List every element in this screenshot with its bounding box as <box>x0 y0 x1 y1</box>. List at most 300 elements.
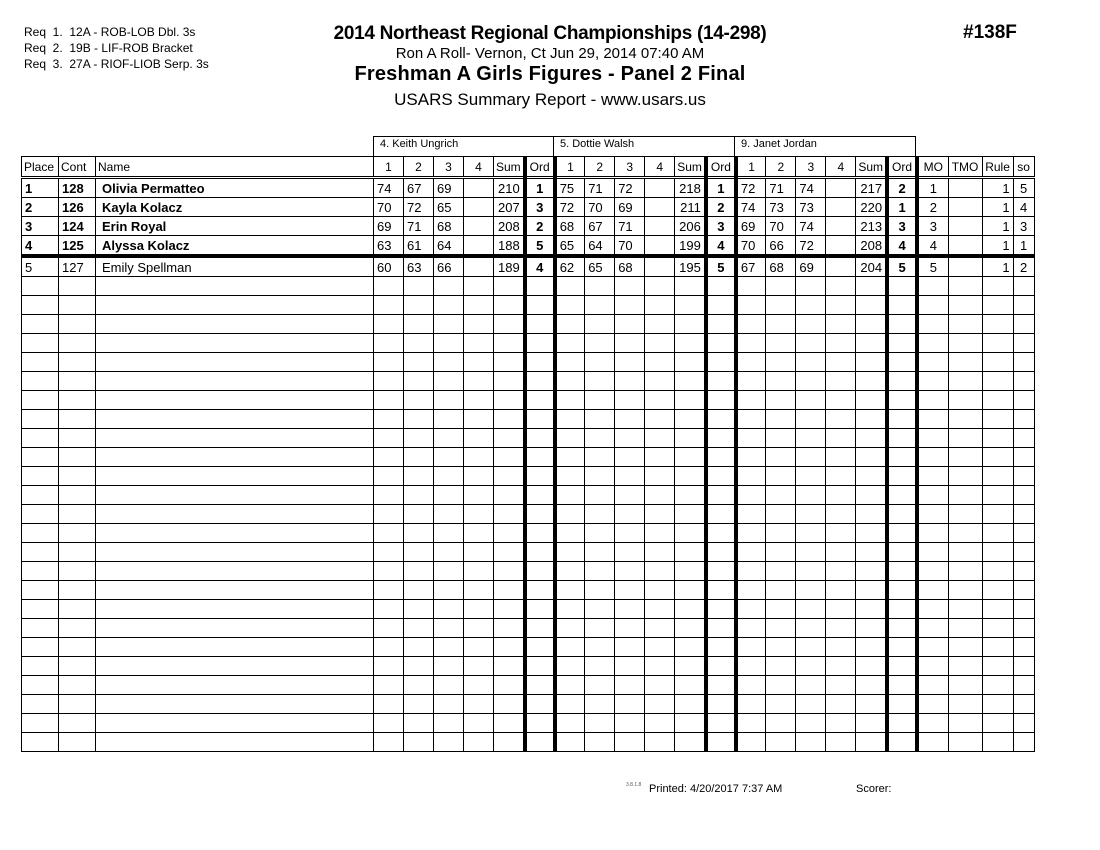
empty-cell <box>374 600 404 619</box>
score-cell: 61 <box>404 236 434 257</box>
empty-cell <box>948 486 982 505</box>
empty-cell <box>1013 657 1034 676</box>
score-cell: 64 <box>434 236 464 257</box>
empty-cell <box>887 391 917 410</box>
empty-cell <box>494 429 525 448</box>
empty-cell <box>615 581 645 600</box>
empty-cell <box>464 448 494 467</box>
empty-cell <box>736 505 766 524</box>
score-cell: 60 <box>374 256 404 277</box>
empty-cell <box>796 372 826 391</box>
empty-cell <box>59 657 96 676</box>
empty-cell <box>59 505 96 524</box>
empty-cell <box>22 334 59 353</box>
empty-cell <box>464 486 494 505</box>
empty-cell <box>464 372 494 391</box>
empty-cell <box>22 676 59 695</box>
empty-cell <box>766 429 796 448</box>
place-cell: 5 <box>22 256 59 277</box>
empty-cell <box>706 638 736 657</box>
empty-cell <box>59 638 96 657</box>
empty-cell <box>1013 315 1034 334</box>
sum-cell: 218 <box>675 178 706 198</box>
empty-cell <box>766 448 796 467</box>
empty-cell <box>59 334 96 353</box>
empty-cell <box>404 714 434 733</box>
empty-cell <box>826 505 856 524</box>
score-cell <box>464 198 494 217</box>
score-cell: 69 <box>434 178 464 198</box>
empty-cell <box>615 391 645 410</box>
empty-row <box>22 676 1035 695</box>
empty-row <box>22 619 1035 638</box>
empty-cell <box>917 581 948 600</box>
empty-row <box>22 334 1035 353</box>
empty-cell <box>434 733 464 752</box>
empty-cell <box>1013 467 1034 486</box>
tmo-cell <box>948 256 982 277</box>
empty-cell <box>982 277 1013 296</box>
empty-cell <box>917 448 948 467</box>
sum-cell: 220 <box>856 198 887 217</box>
empty-cell <box>856 676 887 695</box>
empty-cell <box>59 676 96 695</box>
empty-cell <box>464 505 494 524</box>
score-cell: 70 <box>585 198 615 217</box>
empty-cell <box>706 467 736 486</box>
empty-cell <box>917 296 948 315</box>
empty-cell <box>796 505 826 524</box>
empty-cell <box>555 296 585 315</box>
event-title: Freshman A Girls Figures - Panel 2 Final <box>354 63 746 85</box>
empty-cell <box>706 391 736 410</box>
empty-cell <box>525 467 555 486</box>
col-j2-f4: 4 <box>645 157 675 178</box>
score-cell <box>826 236 856 257</box>
empty-cell <box>22 296 59 315</box>
empty-row <box>22 486 1035 505</box>
empty-cell <box>374 296 404 315</box>
empty-cell <box>887 695 917 714</box>
ordinal-cell: 4 <box>887 236 917 257</box>
empty-cell <box>826 676 856 695</box>
empty-cell <box>585 486 615 505</box>
empty-cell <box>585 410 615 429</box>
empty-cell <box>22 562 59 581</box>
empty-cell <box>464 657 494 676</box>
empty-cell <box>982 714 1013 733</box>
score-cell: 63 <box>404 256 434 277</box>
empty-cell <box>585 600 615 619</box>
col-so: so <box>1013 157 1034 178</box>
empty-cell <box>856 277 887 296</box>
empty-cell <box>796 429 826 448</box>
score-cell: 74 <box>796 217 826 236</box>
empty-cell <box>404 524 434 543</box>
empty-cell <box>826 334 856 353</box>
venue-date: Ron A Roll- Vernon, Ct Jun 29, 2014 07:40 AM <box>395 45 705 62</box>
sum-cell: 217 <box>856 178 887 198</box>
score-cell <box>826 198 856 217</box>
judge-name: 5. Dottie Walsh <box>560 138 635 150</box>
empty-cell <box>766 486 796 505</box>
empty-cell <box>434 714 464 733</box>
empty-cell <box>736 638 766 657</box>
empty-cell <box>555 353 585 372</box>
empty-cell <box>615 714 645 733</box>
empty-cell <box>887 638 917 657</box>
empty-cell <box>856 334 887 353</box>
empty-cell <box>434 486 464 505</box>
judge-header-3 <box>734 136 916 157</box>
ordinal-cell: 3 <box>887 217 917 236</box>
empty-cell <box>706 524 736 543</box>
empty-cell <box>645 277 675 296</box>
empty-cell <box>796 562 826 581</box>
empty-cell <box>856 714 887 733</box>
score-cell: 71 <box>404 217 434 236</box>
requirement-3: Req 3. 27A - RIOF-LIOB Serp. 3s <box>24 57 209 71</box>
empty-cell <box>434 638 464 657</box>
empty-cell <box>525 695 555 714</box>
empty-cell <box>736 391 766 410</box>
empty-cell <box>525 429 555 448</box>
empty-cell <box>1013 334 1034 353</box>
empty-cell <box>948 353 982 372</box>
score-cell: 71 <box>615 217 645 236</box>
empty-cell <box>434 277 464 296</box>
empty-cell <box>59 562 96 581</box>
empty-cell <box>555 486 585 505</box>
empty-cell <box>766 562 796 581</box>
empty-cell <box>948 543 982 562</box>
col-j1-f2: 2 <box>404 157 434 178</box>
empty-cell <box>766 277 796 296</box>
empty-cell <box>982 562 1013 581</box>
empty-row <box>22 562 1035 581</box>
empty-cell <box>555 619 585 638</box>
mo-cell: 5 <box>917 256 948 277</box>
empty-cell <box>585 296 615 315</box>
empty-cell <box>796 448 826 467</box>
empty-cell <box>434 524 464 543</box>
empty-cell <box>374 581 404 600</box>
empty-cell <box>706 581 736 600</box>
empty-cell <box>615 600 645 619</box>
empty-cell <box>645 315 675 334</box>
empty-cell <box>766 505 796 524</box>
empty-cell <box>796 486 826 505</box>
empty-cell <box>675 524 706 543</box>
empty-cell <box>525 315 555 334</box>
col-j1-ord: Ord <box>525 157 555 178</box>
empty-cell <box>917 657 948 676</box>
empty-cell <box>887 372 917 391</box>
score-cell: 74 <box>736 198 766 217</box>
empty-cell <box>374 334 404 353</box>
empty-cell <box>585 676 615 695</box>
empty-cell <box>374 277 404 296</box>
cont-cell: 127 <box>59 256 96 277</box>
score-cell: 68 <box>434 217 464 236</box>
empty-cell <box>434 505 464 524</box>
empty-row <box>22 581 1035 600</box>
empty-cell <box>585 353 615 372</box>
empty-cell <box>1013 486 1034 505</box>
empty-cell <box>1013 524 1034 543</box>
empty-cell <box>585 543 615 562</box>
empty-cell <box>404 733 434 752</box>
sum-cell: 206 <box>675 217 706 236</box>
empty-cell <box>464 638 494 657</box>
empty-cell <box>1013 600 1034 619</box>
empty-cell <box>96 676 374 695</box>
empty-cell <box>525 410 555 429</box>
empty-cell <box>59 410 96 429</box>
empty-cell <box>948 505 982 524</box>
empty-cell <box>525 334 555 353</box>
empty-cell <box>615 353 645 372</box>
empty-cell <box>615 448 645 467</box>
empty-cell <box>555 733 585 752</box>
empty-cell <box>796 619 826 638</box>
score-cell: 75 <box>555 178 585 198</box>
judge-name: 9. Janet Jordan <box>741 138 817 150</box>
empty-cell <box>675 505 706 524</box>
empty-cell <box>675 467 706 486</box>
empty-cell <box>887 676 917 695</box>
empty-cell <box>948 467 982 486</box>
empty-cell <box>796 391 826 410</box>
empty-cell <box>948 448 982 467</box>
empty-cell <box>22 543 59 562</box>
empty-cell <box>1013 372 1034 391</box>
empty-cell <box>675 296 706 315</box>
empty-cell <box>525 733 555 752</box>
empty-cell <box>856 391 887 410</box>
empty-cell <box>374 486 404 505</box>
col-j3-f4: 4 <box>826 157 856 178</box>
report-title: USARS Summary Report - www.usars.us <box>394 90 706 109</box>
col-j3-f2: 2 <box>766 157 796 178</box>
empty-cell <box>615 277 645 296</box>
empty-cell <box>404 448 434 467</box>
empty-cell <box>96 315 374 334</box>
empty-cell <box>766 733 796 752</box>
mo-cell: 4 <box>917 236 948 257</box>
empty-row <box>22 315 1035 334</box>
empty-cell <box>982 372 1013 391</box>
empty-cell <box>645 600 675 619</box>
empty-cell <box>736 695 766 714</box>
empty-cell <box>615 619 645 638</box>
name-cell: Alyssa Kolacz <box>96 236 374 257</box>
empty-cell <box>59 467 96 486</box>
empty-cell <box>22 315 59 334</box>
score-cell: 72 <box>404 198 434 217</box>
empty-cell <box>736 733 766 752</box>
sum-cell: 207 <box>494 198 525 217</box>
empty-cell <box>736 315 766 334</box>
empty-cell <box>645 505 675 524</box>
ordinal-cell: 4 <box>706 236 736 257</box>
empty-cell <box>675 543 706 562</box>
empty-cell <box>796 410 826 429</box>
empty-cell <box>887 334 917 353</box>
empty-cell <box>917 638 948 657</box>
empty-cell <box>917 277 948 296</box>
empty-cell <box>982 733 1013 752</box>
empty-cell <box>1013 391 1034 410</box>
score-cell: 71 <box>766 178 796 198</box>
empty-cell <box>706 600 736 619</box>
cont-cell: 124 <box>59 217 96 236</box>
empty-cell <box>706 277 736 296</box>
requirement-2: Req 2. 19B - LIF-ROB Bracket <box>24 41 193 55</box>
empty-cell <box>645 334 675 353</box>
empty-cell <box>736 277 766 296</box>
empty-cell <box>766 391 796 410</box>
empty-cell <box>22 600 59 619</box>
empty-cell <box>96 448 374 467</box>
empty-cell <box>796 695 826 714</box>
score-cell: 73 <box>796 198 826 217</box>
empty-cell <box>856 562 887 581</box>
empty-cell <box>675 619 706 638</box>
ordinal-cell: 1 <box>706 178 736 198</box>
empty-cell <box>736 410 766 429</box>
empty-cell <box>645 467 675 486</box>
empty-cell <box>766 600 796 619</box>
empty-cell <box>96 505 374 524</box>
empty-cell <box>982 543 1013 562</box>
score-cell: 63 <box>374 236 404 257</box>
empty-cell <box>96 619 374 638</box>
empty-cell <box>826 714 856 733</box>
empty-cell <box>796 296 826 315</box>
empty-cell <box>948 733 982 752</box>
empty-cell <box>404 638 434 657</box>
empty-cell <box>464 581 494 600</box>
empty-cell <box>22 657 59 676</box>
empty-cell <box>948 410 982 429</box>
empty-cell <box>887 562 917 581</box>
empty-cell <box>615 429 645 448</box>
empty-cell <box>826 543 856 562</box>
empty-cell <box>917 733 948 752</box>
empty-cell <box>675 733 706 752</box>
empty-cell <box>856 657 887 676</box>
rule-cell: 1 <box>982 217 1013 236</box>
empty-cell <box>585 524 615 543</box>
empty-cell <box>585 619 615 638</box>
empty-cell <box>404 581 434 600</box>
empty-cell <box>766 353 796 372</box>
name-cell: Erin Royal <box>96 217 374 236</box>
empty-cell <box>645 543 675 562</box>
empty-cell <box>948 372 982 391</box>
empty-cell <box>645 410 675 429</box>
col-j1-f1: 1 <box>374 157 404 178</box>
empty-cell <box>706 334 736 353</box>
empty-cell <box>494 391 525 410</box>
empty-cell <box>96 486 374 505</box>
empty-cell <box>645 714 675 733</box>
empty-cell <box>464 296 494 315</box>
empty-cell <box>374 676 404 695</box>
empty-cell <box>887 277 917 296</box>
empty-cell <box>856 486 887 505</box>
judge-header-2 <box>553 136 735 157</box>
empty-cell <box>982 334 1013 353</box>
empty-cell <box>948 695 982 714</box>
empty-cell <box>887 600 917 619</box>
empty-cell <box>464 562 494 581</box>
score-cell: 69 <box>374 217 404 236</box>
empty-cell <box>434 353 464 372</box>
empty-cell <box>796 315 826 334</box>
empty-cell <box>494 277 525 296</box>
printed-timestamp: Printed: 4/20/2017 7:37 AM <box>649 783 783 795</box>
tmo-cell <box>948 178 982 198</box>
empty-cell <box>1013 581 1034 600</box>
ordinal-cell: 4 <box>525 256 555 277</box>
empty-cell <box>706 543 736 562</box>
empty-cell <box>766 657 796 676</box>
score-cell <box>826 256 856 277</box>
empty-cell <box>464 410 494 429</box>
empty-cell <box>856 524 887 543</box>
empty-cell <box>948 657 982 676</box>
empty-cell <box>856 619 887 638</box>
empty-cell <box>766 524 796 543</box>
empty-cell <box>615 296 645 315</box>
cont-cell: 126 <box>59 198 96 217</box>
empty-cell <box>948 315 982 334</box>
empty-cell <box>434 315 464 334</box>
empty-cell <box>948 277 982 296</box>
empty-cell <box>675 372 706 391</box>
empty-cell <box>736 467 766 486</box>
empty-cell <box>96 334 374 353</box>
empty-cell <box>917 334 948 353</box>
empty-cell <box>59 543 96 562</box>
empty-cell <box>59 714 96 733</box>
empty-cell <box>374 505 404 524</box>
empty-cell <box>826 638 856 657</box>
empty-cell <box>1013 562 1034 581</box>
empty-cell <box>766 372 796 391</box>
empty-cell <box>645 372 675 391</box>
empty-cell <box>464 619 494 638</box>
empty-cell <box>374 619 404 638</box>
empty-cell <box>404 391 434 410</box>
empty-cell <box>585 733 615 752</box>
empty-cell <box>826 581 856 600</box>
results-table <box>21 156 1035 752</box>
empty-cell <box>948 676 982 695</box>
empty-cell <box>22 714 59 733</box>
empty-cell <box>585 562 615 581</box>
col-j2-f2: 2 <box>585 157 615 178</box>
empty-cell <box>948 334 982 353</box>
col-j3-ord: Ord <box>887 157 917 178</box>
empty-cell <box>826 410 856 429</box>
empty-cell <box>645 581 675 600</box>
empty-cell <box>555 448 585 467</box>
empty-cell <box>374 410 404 429</box>
empty-cell <box>434 543 464 562</box>
